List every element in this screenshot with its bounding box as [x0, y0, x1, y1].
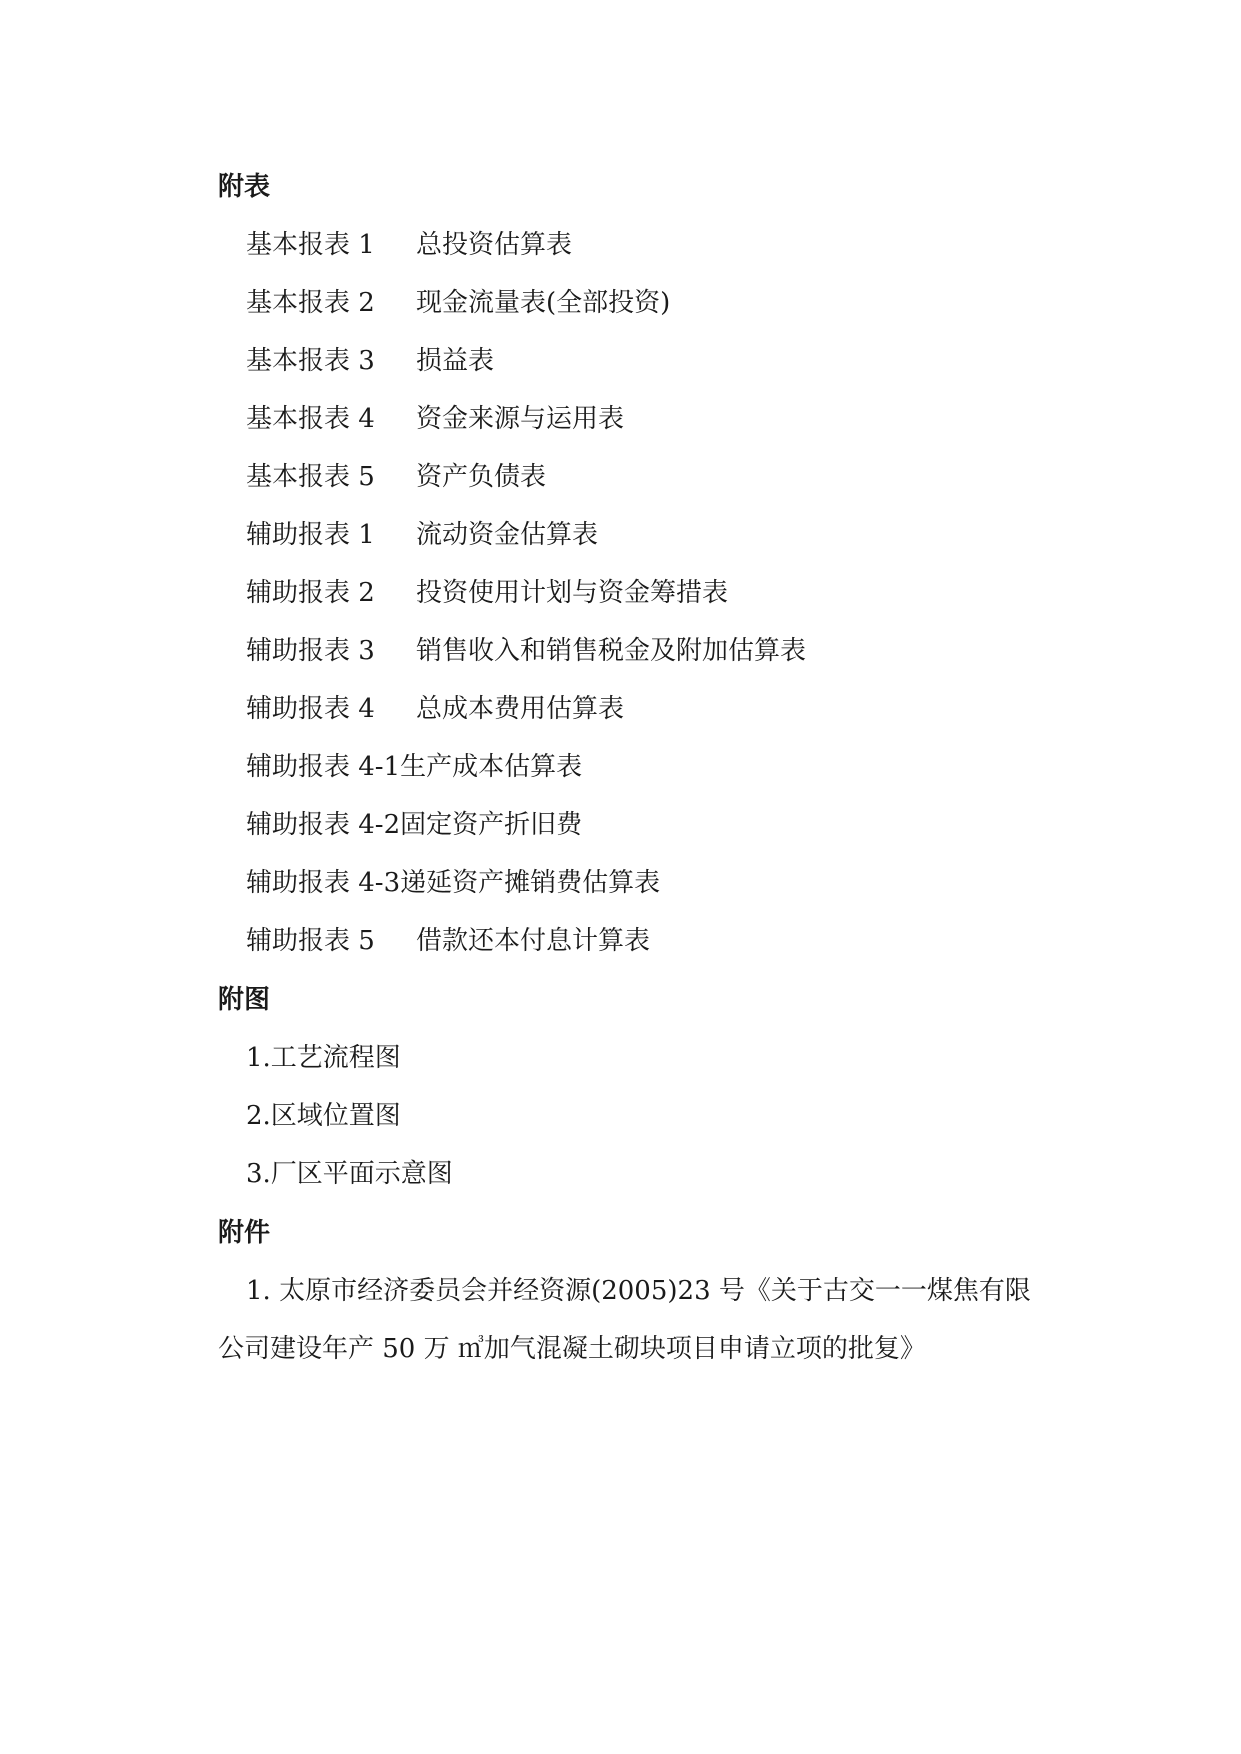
table-code: 基本报表 2	[246, 288, 375, 318]
table-code: 辅助报表 5	[246, 926, 375, 956]
table-title: 损益表	[416, 346, 495, 376]
table-title: 资产负债表	[416, 462, 547, 492]
figure-entry-process-flow: 1.工艺流程图	[246, 1043, 401, 1073]
table-title: 固定资产折旧费	[400, 810, 583, 840]
table-code: 辅助报表 3	[246, 636, 375, 666]
table-entry-aux-4-1	[246, 751, 582, 783]
attachments-heading: 附件	[218, 1218, 271, 1248]
table-entry-aux-5	[246, 925, 650, 957]
table-title: 借款还本付息计算表	[416, 926, 651, 956]
table-title: 销售收入和销售税金及附加估算表	[416, 636, 807, 666]
table-entry-aux-1	[246, 519, 598, 551]
table-entry-basic-1	[246, 229, 572, 261]
table-entry-basic-4	[246, 403, 624, 435]
table-code: 辅助报表 4	[246, 694, 375, 724]
table-code: 基本报表 1	[246, 230, 375, 260]
table-code: 辅助报表 2	[246, 578, 375, 608]
table-entry-aux-3	[246, 635, 806, 667]
table-code: 基本报表 5	[246, 462, 375, 492]
table-entry-aux-4-3	[246, 867, 660, 899]
table-code: 基本报表 3	[246, 346, 375, 376]
attachment-text-line-2: 公司建设年产 50 万 ㎥加气混凝土砌块项目申请立项的批复》	[218, 1334, 926, 1364]
table-entry-basic-2	[246, 287, 670, 319]
table-title: 生产成本估算表	[400, 752, 583, 782]
table-title: 总成本费用估算表	[416, 694, 625, 724]
table-entry-aux-4	[246, 693, 624, 725]
table-title: 现金流量表(全部投资)	[416, 288, 671, 318]
table-title: 资金来源与运用表	[416, 404, 625, 434]
table-code: 辅助报表 1	[246, 520, 375, 550]
table-code: 辅助报表 4-3	[246, 868, 401, 898]
figures-heading: 附图	[218, 985, 271, 1015]
tables-heading: 附表	[218, 172, 271, 202]
table-entry-aux-2	[246, 577, 728, 609]
table-title: 总投资估算表	[416, 230, 573, 260]
table-code: 辅助报表 4-1	[246, 752, 401, 782]
table-title: 递延资产摊销费估算表	[400, 868, 661, 898]
figure-entry-site-plan: 3.厂区平面示意图	[246, 1159, 453, 1189]
table-entry-basic-5	[246, 461, 546, 493]
table-title: 流动资金估算表	[416, 520, 599, 550]
figure-entry-location: 2.区域位置图	[246, 1101, 401, 1131]
table-code: 辅助报表 4-2	[246, 810, 401, 840]
table-title: 投资使用计划与资金筹措表	[416, 578, 729, 608]
table-entry-aux-4-2	[246, 809, 582, 841]
table-entry-basic-3	[246, 345, 494, 377]
table-code: 基本报表 4	[246, 404, 375, 434]
attachment-text-line-1: 1. 太原市经济委员会并经资源(2005)23 号《关于古交一一煤焦有限	[246, 1276, 1031, 1306]
